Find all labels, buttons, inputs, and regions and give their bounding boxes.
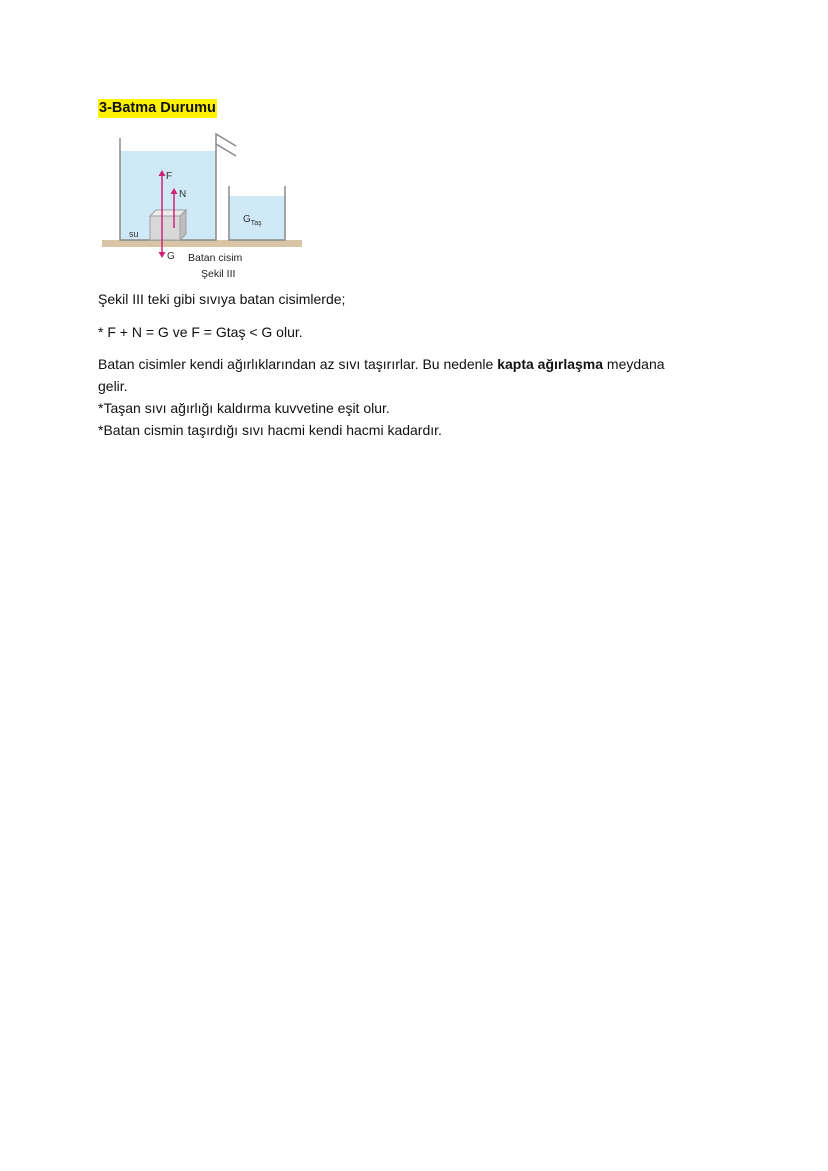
bullet-2: *Batan cismin taşırdığı sıvı hacmi kendi hacmi kadardır. [98, 422, 442, 438]
label-n: N [179, 189, 187, 200]
force-g-arrowhead [159, 252, 166, 258]
label-su: su [129, 229, 139, 239]
small-container-water [229, 196, 285, 240]
sinking-object-figure [98, 124, 308, 284]
label-gtas-main: G [243, 214, 251, 225]
overflow-spout [216, 134, 236, 156]
label-batan-cisim: Batan cisim [188, 252, 243, 264]
bullet-1: *Taşan sıvı ağırlığı kaldırma kuvvetine eşit olur. [98, 400, 390, 416]
label-g: G [167, 251, 175, 262]
label-f: F [166, 171, 173, 182]
table-surface [102, 240, 302, 247]
explanation-bold: kapta ağırlaşma [497, 356, 604, 372]
sunk-object [150, 210, 186, 240]
explanation-part-2: meydana [603, 356, 665, 372]
section-heading: 3-Batma Durumu [99, 100, 216, 116]
intro-text: Şekil III teki gibi sıvıya batan cisimlerde; [98, 291, 346, 307]
formula-text: * F + N = G ve F = Gtaş < G olur. [98, 324, 303, 340]
explanation-line-2: gelir. [98, 378, 128, 394]
explanation-part-1: Batan cisimler kendi ağırlıklarından az sıvı taşırırlar. Bu nedenle [98, 356, 498, 372]
label-gtas-sub: Taş [250, 220, 262, 227]
explanation-paragraph [98, 353, 738, 397]
figure-caption: Şekil III [201, 268, 236, 280]
